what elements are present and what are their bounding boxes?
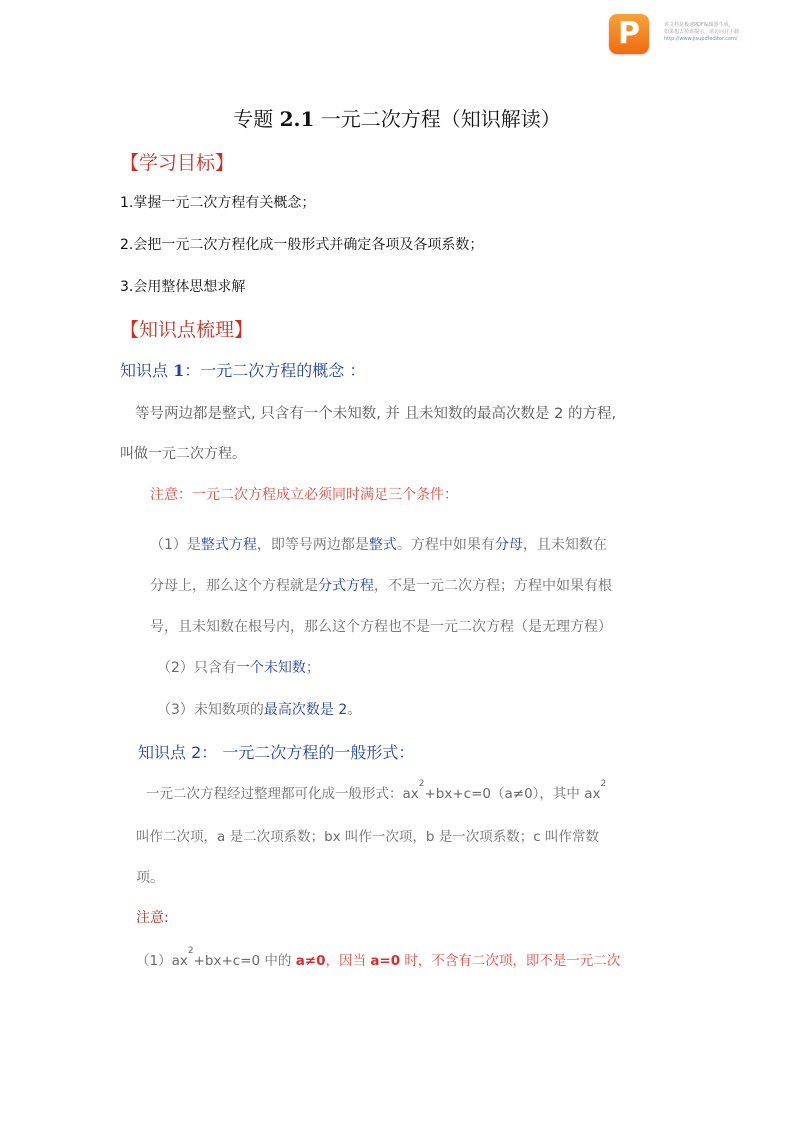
kp2-para-1b: +bx+c=0（a≠0），其中 ax xyxy=(424,786,601,802)
condition-3-c: 。 xyxy=(347,702,362,718)
logo-letter: P xyxy=(618,16,640,51)
condition-1-e: 。方程中如果有 xyxy=(396,537,495,553)
condition-1-line-3: 号，且未知数在根号内，那么这个方程也不是一元二次方程（是无理方程） xyxy=(150,619,612,635)
condition-2-a: （2）只含有 xyxy=(157,660,236,676)
kp2-note-1 xyxy=(136,946,621,969)
goals-heading: 【学习目标】 xyxy=(120,152,235,174)
superscript-2: 2 xyxy=(187,946,194,956)
kp1-note-emphasis: 三个条件 xyxy=(388,487,444,503)
kp2-note-1b: +bx+c=0 中的 xyxy=(193,953,296,969)
condition-1-g: ，且未知数在 xyxy=(522,537,607,553)
condition-1-term-integral: 整式方程 xyxy=(200,537,257,553)
condition-1-line-1 xyxy=(150,534,607,554)
title-number: 2.1 xyxy=(279,107,315,131)
condition-3-a: （3）未知数项的 xyxy=(157,702,264,718)
kp2-note-label: 注意: xyxy=(136,910,169,926)
kp2-para-1a: 一元二次方程经过整理都可化成一般形式：ax xyxy=(146,786,419,802)
condition-1-line2-a: 分母上，那么这个方程就是 xyxy=(150,578,318,594)
kp1-number: 1 xyxy=(173,361,185,380)
kp2-title: 知识点 2： 一元二次方程的一般形式： xyxy=(138,743,415,762)
kp2-para-line-3: 项。 xyxy=(136,870,164,886)
condition-1-term-denominator: 分母 xyxy=(494,537,523,553)
superscript-2: 2 xyxy=(600,779,607,789)
kp2-para-line-2: 叫作二次项，a 是二次项系数；bx 叫作一次项，b 是一次项系数；c 叫作常数 xyxy=(136,829,599,845)
condition-2-term: 一个未知数 xyxy=(235,660,306,676)
knowledge-heading: 【知识点梳理】 xyxy=(120,319,254,341)
condition-3-term: 最高次数是 2 xyxy=(263,702,348,718)
condition-1-c: ，即等号两边都是 xyxy=(256,537,369,553)
condition-3 xyxy=(157,699,361,719)
goal-item-3: 3.会用整体思想求解 xyxy=(120,279,246,295)
pdf-editor-logo xyxy=(609,14,649,54)
logo-note-line-1: 该文档是极速PDF编辑器生成， xyxy=(664,22,734,28)
kp1-note xyxy=(150,484,458,504)
condition-1-term-integral-expr: 整式 xyxy=(368,537,397,553)
logo-note-url[interactable]: http://www.jisupdfeditor.com/ xyxy=(664,36,738,42)
kp1-title xyxy=(120,358,365,381)
kp1-definition-line-1: 等号两边都是整式, 只含有一个未知数, 并 且未知数的最高次数是 2 的方程, xyxy=(135,406,617,422)
goal-item-2: 2.会把一元二次方程化成一般形式并确定各项及各项系数； xyxy=(120,237,484,253)
page-title xyxy=(0,103,794,132)
kp2-note-1d: ，因当 xyxy=(325,953,371,969)
kp2-note-1a: （1）ax xyxy=(136,953,188,969)
condition-1-line2-c: ，不是一元二次方程；方程中如果有根 xyxy=(374,578,612,594)
logo-note xyxy=(664,22,744,43)
goal-item-1: 1.掌握一元二次方程有关概念； xyxy=(120,195,316,211)
kp1-note-label: 注意：一元二次方程成立必须同时满足 xyxy=(150,487,388,503)
kp1-note-end: ： xyxy=(444,487,458,503)
kp2-note-1f: 时，不含有二次项，即不是一元二次 xyxy=(400,953,621,969)
condition-2-c: ； xyxy=(305,660,320,676)
kp2-note-1e: a=0 xyxy=(370,953,401,969)
logo-note-line-2: 如果想去掉该提示，请访问并下载： xyxy=(664,29,745,35)
title-prefix: 专题 xyxy=(233,107,280,131)
superscript-2: 2 xyxy=(418,779,425,789)
condition-1-term-fraction-eq: 分式方程 xyxy=(318,578,374,594)
kp1-title-text: ：一元二次方程的概念 ： xyxy=(184,361,366,380)
kp2-para-line-1 xyxy=(146,779,607,802)
title-text: 一元二次方程（知识解读） xyxy=(314,107,561,131)
condition-2 xyxy=(157,657,320,677)
kp1-definition-line-2: 叫做一元二次方程。 xyxy=(120,446,246,462)
kp2-note-1c: a≠0 xyxy=(295,953,326,969)
kp1-prefix: 知识点 xyxy=(120,361,174,380)
condition-1-line-2 xyxy=(150,575,612,595)
condition-1-a: （1）是 xyxy=(150,537,201,553)
